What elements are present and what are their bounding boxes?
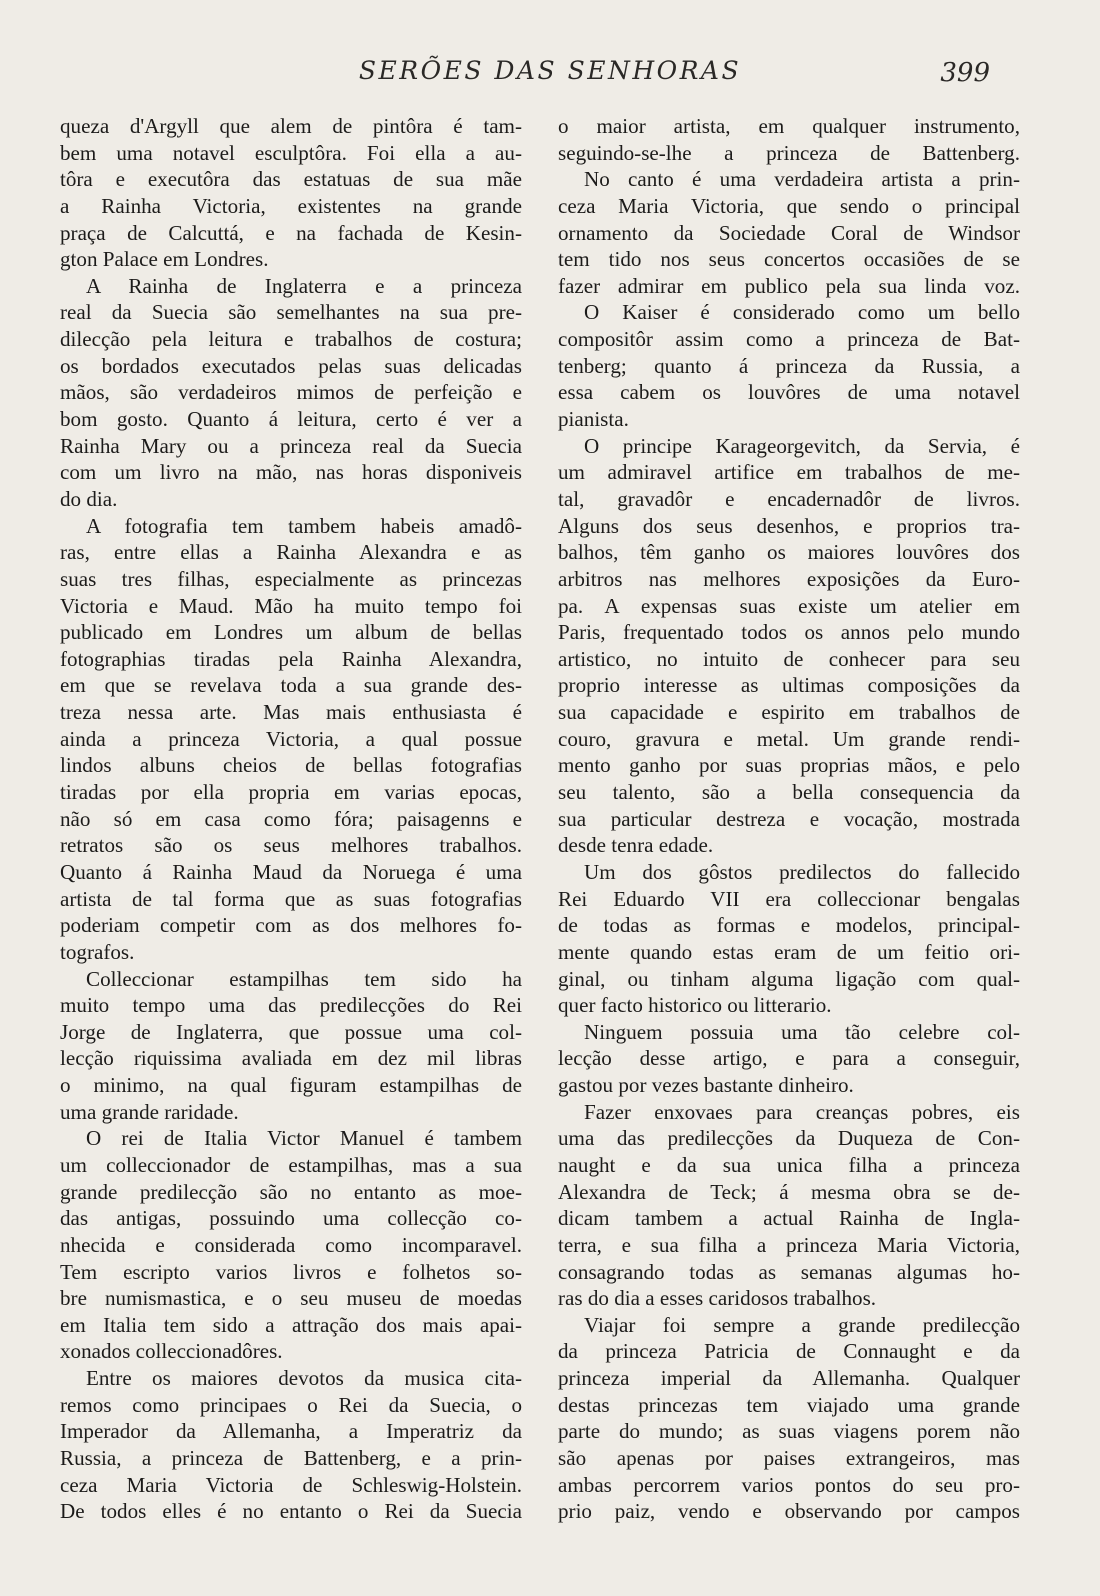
- text-line: ornamento da Sociedade Coral de Windsor: [558, 220, 1020, 245]
- text-line: proprio interesse as ultimas composições da: [558, 673, 1020, 698]
- text-line: das antigas, possuindo uma collecção co-: [60, 1206, 522, 1231]
- text-line: Fazer enxovaes para creanças pobres, eis: [584, 1099, 1020, 1124]
- text-line: sua particular destreza e vocação, mostrada: [558, 806, 1020, 831]
- text-line: desde tenra edade.: [558, 833, 714, 858]
- text-line: uma das predilecções da Duqueza de Con-: [558, 1126, 1020, 1151]
- text-line: treza nessa arte. Mas mais enthusiasta é: [60, 700, 522, 725]
- text-line: tal, gravadôr e encadernadôr de livros.: [558, 486, 1020, 511]
- text-line: quer facto historico ou litterario.: [558, 993, 832, 1018]
- text-line: ceza Maria Victoria de Schleswig-Holstein.: [60, 1472, 522, 1497]
- text-line: artista de tal forma que as suas fotografias: [60, 886, 522, 911]
- text-line: Paris, frequentado todos os annos pelo mundo: [558, 620, 1020, 645]
- text-line: poderiam competir com as dos melhores fo-: [60, 913, 522, 938]
- text-line: fotographias tiradas pela Rainha Alexandra,: [60, 646, 522, 671]
- text-line: Rei Eduardo VII era colleccionar bengalas: [558, 886, 1020, 911]
- text-line: do dia.: [60, 486, 118, 511]
- text-line: os bordados executados pelas suas delicadas: [60, 353, 522, 378]
- text-line: um admiravel artifice em trabalhos de me-: [558, 460, 1020, 485]
- text-line: gton Palace em Londres.: [60, 247, 269, 272]
- text-line: sua capacidade e espirito em trabalhos de: [558, 700, 1020, 725]
- text-line: publicado em Londres um album de bellas: [60, 620, 522, 645]
- page-number: 399: [940, 58, 990, 88]
- text-line: tem tido nos seus concertos occasiões de se: [558, 247, 1020, 272]
- text-line: O principe Karageorgevitch, da Servia, é: [584, 433, 1020, 458]
- text-line: bom gosto. Quanto á leitura, certo é ver a: [60, 407, 522, 432]
- text-line: são apenas por paises extrangeiros, mas: [558, 1446, 1020, 1471]
- text-line: pa. A expensas suas existe um atelier em: [558, 593, 1020, 618]
- text-line: ginal, ou tinham alguma ligação com qual-: [558, 966, 1020, 991]
- text-line: Victoria e Maud. Mão ha muito tempo foi: [60, 593, 522, 618]
- text-line: uma grande raridade.: [60, 1099, 239, 1124]
- text-line: bre numismastica, e o seu museu de moedas: [60, 1286, 522, 1311]
- text-line: balhos, têm ganho os maiores louvôres dos: [558, 540, 1020, 565]
- text-line: remos como principaes o Rei da Suecia, o: [60, 1392, 522, 1417]
- text-line: a Rainha Victoria, existentes na grande: [60, 193, 522, 218]
- text-line: mãos, são verdadeiros mimos de perfeição e: [60, 380, 522, 405]
- text-line: em Italia tem sido a attração dos mais apai-: [60, 1312, 522, 1337]
- text-line: ras, entre ellas a Rainha Alexandra e as: [60, 540, 522, 565]
- text-line: mento ganho por suas proprias mãos, e pelo: [558, 753, 1020, 778]
- right-text-column: [558, 113, 1020, 1525]
- text-line: bem uma notavel esculptôra. Foi ella a au-: [60, 140, 522, 165]
- text-line: mente quando estas eram de um feitio ori-: [558, 939, 1020, 964]
- text-line: Alexandra de Teck; á mesma obra se de-: [558, 1179, 1020, 1204]
- text-line: o minimo, na qual figuram estampilhas de: [60, 1073, 522, 1098]
- text-line: tiradas por ella propria em varias epocas,: [60, 780, 522, 805]
- text-line: retratos são os seus melhores trabalhos.: [60, 833, 522, 858]
- text-line: muito tempo uma das predilecções do Rei: [60, 993, 522, 1018]
- text-line: Quanto á Rainha Maud da Noruega é uma: [60, 859, 522, 884]
- text-line: um colleccionador de estampilhas, mas a sua: [60, 1152, 522, 1177]
- text-line: queza d'Argyll que alem de pintôra é tam-: [60, 114, 522, 138]
- text-line: Alguns dos seus desenhos, e proprios tra-: [558, 513, 1020, 538]
- text-line: Um dos gôstos predilectos do fallecido: [584, 859, 1020, 884]
- text-line: arbitros nas melhores exposições da Euro-: [558, 566, 1020, 591]
- text-line: tôra e executôra das estatuas de sua mãe: [60, 167, 522, 192]
- text-line: O rei de Italia Victor Manuel é tambem: [86, 1126, 522, 1151]
- text-line: dicam tambem a actual Rainha de Ingla-: [558, 1206, 1020, 1231]
- text-line: tografos.: [60, 939, 135, 964]
- text-line: compositôr assim como a princeza de Bat-: [558, 327, 1020, 352]
- text-line: couro, gravura e metal. Um grande rendi-: [558, 726, 1020, 751]
- text-line: lecção desse artigo, e para a conseguir,: [558, 1046, 1020, 1071]
- text-line: o maior artista, em qualquer instrumento,: [558, 114, 1020, 138]
- text-line: Jorge de Inglaterra, que possue uma col-: [60, 1019, 522, 1044]
- text-line: A Rainha de Inglaterra e a princeza: [86, 273, 522, 298]
- text-line: seguindo-se-lhe a princeza de Battenberg.: [558, 140, 1020, 165]
- text-line: Viajar foi sempre a grande predilecção: [584, 1312, 1020, 1337]
- text-line: suas tres filhas, especialmente as princezas: [60, 566, 522, 591]
- text-line: real da Suecia são semelhantes na sua pre-: [60, 300, 522, 325]
- text-line: ambas percorrem varios pontos do seu pro-: [558, 1472, 1020, 1497]
- text-line: seu talento, são a bella consequencia da: [558, 780, 1020, 805]
- text-line: princeza imperial da Allemanha. Qualquer: [558, 1366, 1020, 1391]
- text-line: prio paiz, vendo e observando por campos: [558, 1499, 1020, 1524]
- text-line: consagrando todas as semanas algumas ho-: [558, 1259, 1020, 1284]
- text-line: tenberg; quanto á princeza da Russia, a: [558, 353, 1020, 378]
- text-line: ainda a princeza Victoria, a qual possue: [60, 726, 522, 751]
- text-line: ras do dia a esses caridosos trabalhos.: [558, 1286, 877, 1311]
- left-text-column: [60, 113, 522, 1525]
- text-line: No canto é uma verdadeira artista a prin-: [584, 167, 1020, 192]
- text-line: pianista.: [558, 407, 629, 432]
- text-line: Russia, a princeza de Battenberg, e a prin-: [60, 1446, 522, 1471]
- text-line: Imperador da Allemanha, a Imperatriz da: [60, 1419, 522, 1444]
- text-line: nhecida e considerada como incomparavel.: [60, 1232, 522, 1257]
- text-line: terra, e sua filha a princeza Maria Victoria,: [558, 1232, 1020, 1257]
- text-line: praça de Calcuttá, e na fachada de Kesin-: [60, 220, 522, 245]
- journal-title: SERÕES DAS SENHORAS: [358, 56, 742, 85]
- text-line: de todas as formas e modelos, principal-: [558, 913, 1020, 938]
- text-line: ceza Maria Victoria, que sendo o principal: [558, 193, 1020, 218]
- text-line: fazer admirar em publico pela sua linda voz.: [558, 273, 1020, 298]
- text-line: naught e da sua unica filha a princeza: [558, 1152, 1020, 1177]
- text-line: da princeza Patricia de Connaught e da: [558, 1339, 1020, 1364]
- text-line: não só em casa como fóra; paisagenns e: [60, 806, 522, 831]
- text-line: lecção riquissima avaliada em dez mil libras: [60, 1046, 522, 1071]
- text-line: Ninguem possuia uma tão celebre col-: [584, 1019, 1020, 1044]
- text-line: em que se revelava toda a sua grande des-: [60, 673, 522, 698]
- text-line: O Kaiser é considerado como um bello: [584, 300, 1020, 325]
- text-line: dilecção pela leitura e trabalhos de costura;: [60, 327, 522, 352]
- text-line: De todos elles é no entanto o Rei da Suecia: [60, 1499, 522, 1524]
- text-line: Colleccionar estampilhas tem sido ha: [86, 966, 522, 991]
- text-line: parte do mundo; as suas viagens porem não: [558, 1419, 1020, 1444]
- text-line: destas princezas tem viajado uma grande: [558, 1392, 1020, 1417]
- text-line: essa cabem os louvôres de uma notavel: [558, 380, 1020, 405]
- text-line: artistico, no intuito de conhecer para seu: [558, 646, 1020, 671]
- text-line: com um livro na mão, nas horas disponiveis: [60, 460, 522, 485]
- text-line: grande predilecção são no entanto as moe-: [60, 1179, 522, 1204]
- text-line: Rainha Mary ou a princeza real da Suecia: [60, 433, 522, 458]
- text-line: lindos albuns cheios de bellas fotografias: [60, 753, 522, 778]
- text-line: xonados colleccionadôres.: [60, 1339, 283, 1364]
- text-line: gastou por vezes bastante dinheiro.: [558, 1073, 854, 1098]
- running-head: [0, 52, 1100, 92]
- text-line: Tem escripto varios livros e folhetos so-: [60, 1259, 522, 1284]
- text-line: Entre os maiores devotos da musica cita-: [86, 1366, 522, 1391]
- text-line: A fotografia tem tambem habeis amadô-: [86, 513, 522, 538]
